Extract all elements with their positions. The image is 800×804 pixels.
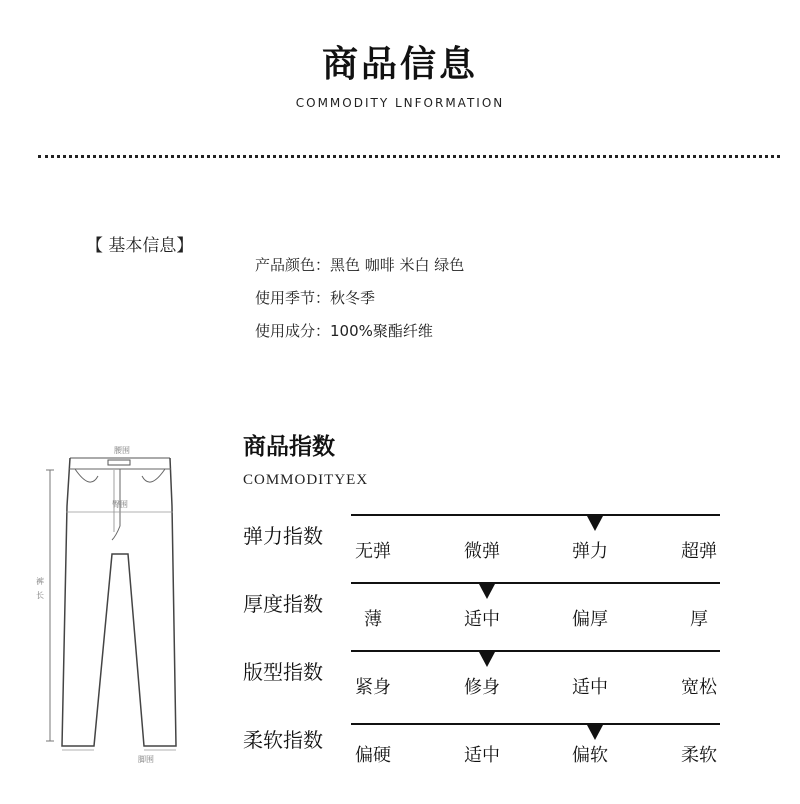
selected-marker-icon	[587, 725, 603, 740]
waist-label: 腰围	[114, 446, 130, 455]
page-title: 商品信息	[321, 44, 478, 85]
scale-option: 偏厚	[572, 609, 608, 630]
scale-line	[351, 582, 720, 584]
scale-option: 柔软	[681, 745, 717, 766]
info-row-color: 产品颜色：黑色 咖啡 米白 绿色	[255, 256, 465, 274]
scale-option: 适中	[572, 677, 608, 698]
hem-label: 脚围	[138, 755, 154, 764]
scale-line	[351, 650, 720, 652]
length-label-1: 裤	[36, 577, 44, 586]
scale-option: 修身	[464, 677, 500, 698]
info-row-season: 使用季节：秋冬季	[255, 289, 376, 307]
basic-info-heading: 【 基本信息】	[86, 236, 194, 256]
selected-marker-icon	[587, 516, 603, 531]
scale-option: 适中	[464, 609, 500, 630]
scale-option: 厚	[690, 609, 708, 630]
pants-measurement-diagram	[20, 436, 220, 766]
index-title: 商品指数	[243, 434, 335, 460]
length-label-2: 长	[36, 591, 44, 600]
selected-marker-icon	[479, 652, 495, 667]
dotted-divider	[38, 155, 780, 158]
scale-option: 适中	[464, 745, 500, 766]
scale-option: 紧身	[355, 677, 391, 698]
page-subtitle: COMMODITY LNFORMATION	[295, 96, 505, 110]
scale-option: 无弹	[355, 541, 391, 562]
selected-marker-icon	[479, 584, 495, 599]
scale-option: 微弹	[464, 541, 500, 562]
scale-label-fit: 版型指数	[243, 660, 323, 684]
scale-option: 弹力	[572, 541, 608, 562]
scale-line	[351, 723, 720, 725]
scale-option: 超弹	[681, 541, 717, 562]
hip-label: 臀围	[112, 500, 128, 509]
scale-option: 宽松	[681, 677, 717, 698]
scale-option: 偏硬	[355, 745, 391, 766]
scale-label-softness: 柔软指数	[243, 728, 323, 752]
info-row-material: 使用成分：100%聚酯纤维	[255, 322, 433, 340]
scale-line	[351, 514, 720, 516]
scale-option: 薄	[364, 609, 382, 630]
scale-option: 偏软	[572, 745, 608, 766]
index-subtitle: COMMODITYEX	[243, 472, 369, 488]
scale-label-elasticity: 弹力指数	[243, 524, 323, 548]
scale-label-thickness: 厚度指数	[243, 592, 323, 616]
